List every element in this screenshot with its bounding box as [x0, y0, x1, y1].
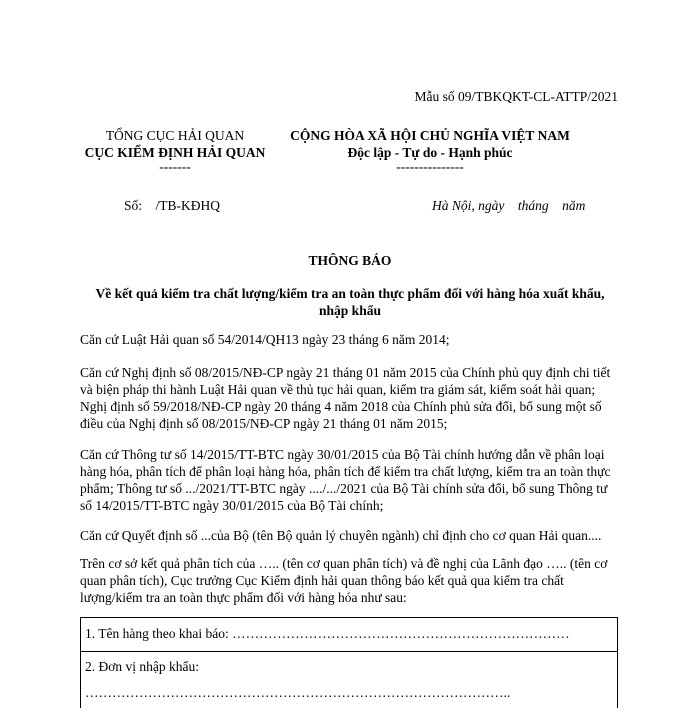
paragraph-legal-basis-1: Căn cứ Luật Hải quan số 54/2014/QH13 ngày 23 tháng 6 năm 2014; [80, 332, 450, 347]
document-number: Số: /TB-KĐHQ [124, 198, 221, 213]
national-title: CỘNG HÒA XÃ HỘI CHỦ NGHĨA VIỆT NAM [290, 128, 570, 143]
form-number: Mẫu số 09/TBKQKT-CL-ATTP/2021 [414, 89, 618, 104]
national-motto: Độc lập - Tự do - Hạnh phúc [347, 145, 513, 160]
table-row [81, 651, 617, 711]
goods-name-field: 1. Tên hàng theo khai báo: ………………………………………………………………… [85, 626, 570, 641]
importer-field: ………………………………………………………………………………….. [85, 685, 511, 700]
importer-label: 2. Đơn vị nhập khẩu: [85, 659, 199, 674]
paragraph-legal-basis-3: Căn cứ Thông tư số 14/2015/TT-BTC ngày 30/01/2015 của Bộ Tài chính hướng dẫn về phân loại hàng hóa, phân tích để phân loại hàng hóa, phân tích để kiểm tra chất lượng, kiểm tra an toàn thực phẩm; Thông tư số .../2021/TT-BTC ngày ..../.../2021 của Bộ Tài chính sửa đổi, bổ sung Thông tư số 14/2015/TT-BTC ngày 30/01/2015 của Bộ Tài chính; [80, 447, 611, 513]
paragraph-conclusion: Trên cơ sở kết quả phân tích của ….. (tên cơ quan phân tích) và đề nghị của Lãnh đạo ….. (tên cơ quan phân tích), Cục trưởng Cục Kiểm định hải quan thông báo kết quả qua kiểm tra chất lượng/kiểm tra an toàn thực phẩm đối với hàng hóa như sau: [80, 556, 608, 605]
agency-separator: ------- [159, 159, 191, 174]
document-subtitle: Về kết quả kiểm tra chất lượng/kiểm tra an toàn thực phẩm đối với hàng hóa xuất khẩu, nhập khẩu [95, 286, 605, 318]
paragraph-legal-basis-2: Căn cứ Nghị định số 08/2015/NĐ-CP ngày 21 tháng 01 năm 2015 của Chính phủ quy định chi tiết và biện pháp thi hành Luật Hải quan về thủ tục hải quan, kiểm tra giám sát, kiểm soát hải quan; Nghị định số 59/2018/NĐ-CP ngày 20 tháng 4 năm 2018 của Chính phủ sửa đổi, bổ sung một số điều của Nghị định số 08/2015/NĐ-CP ngày 21 tháng 01 năm 2015; [80, 365, 611, 431]
document-title: THÔNG BÁO [308, 253, 392, 268]
agency-parent: TỔNG CỤC HẢI QUAN [105, 128, 245, 143]
table-row [81, 618, 617, 652]
paragraph-legal-basis-4: Căn cứ Quyết định số ...của Bộ (tên Bộ quản lý chuyên ngành) chỉ định cho cơ quan Hải quan.... [80, 528, 602, 543]
national-separator: --------------- [396, 159, 464, 174]
national-header [280, 127, 580, 173]
agency-name: CỤC KIỂM ĐỊNH HẢI QUAN [84, 145, 266, 160]
agency-header [80, 127, 270, 173]
place-date: Hà Nội, ngày tháng năm [432, 198, 586, 213]
goods-info-table [80, 617, 618, 708]
